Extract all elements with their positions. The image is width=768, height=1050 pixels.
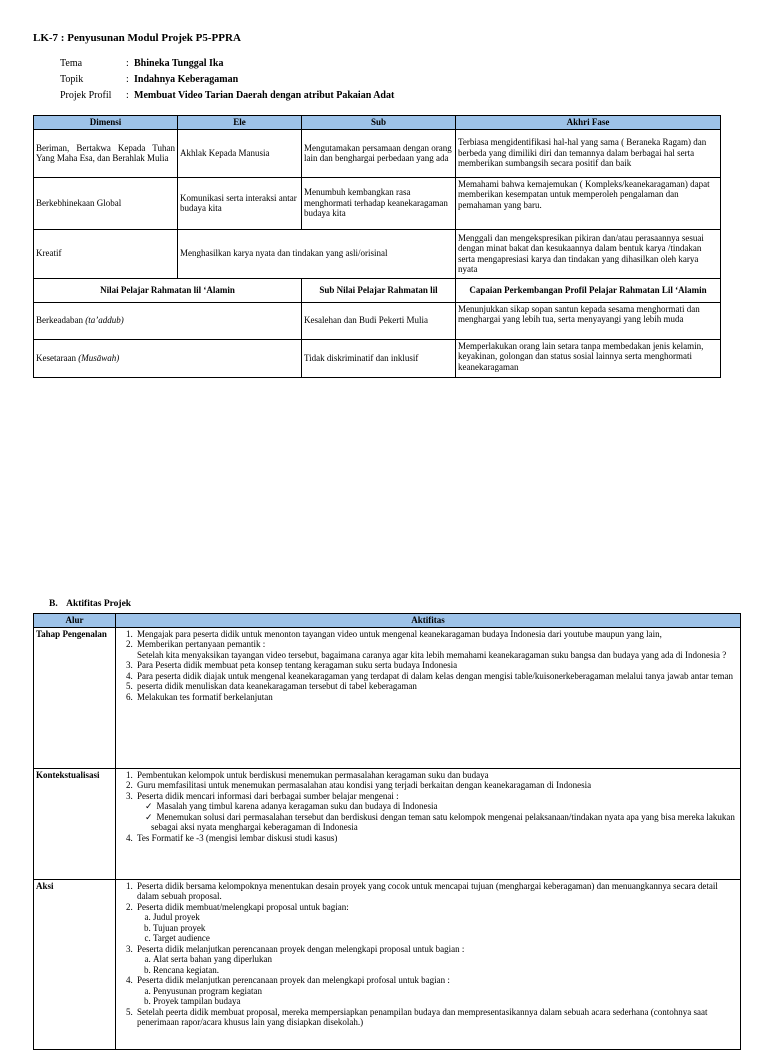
cell-akhir-fase: Menggali dan mengekspresikan pikiran dan/atau perasaannya sesuai dengan minat bakat dan kesukaannya dalam bentuk karya /tindakan serta mengapresiasi karya dan tindakan yang dihasilkan oleh karya nyata: [456, 229, 721, 278]
sub-list: [137, 954, 737, 975]
alur-label: Tahap Pengenalan: [34, 627, 116, 768]
list-item: 4. Para peserta didik diajak untuk mengenal keanekaragaman yang terdapat di dalam kelas dengan mengisi table/kuisonerkeberagaman melalui tanya jawab antar teman: [135, 671, 737, 682]
meta-value: Bhineka Tunggal Ika: [134, 58, 224, 69]
sub-item: b. Proyek tampilan budaya: [153, 996, 737, 1007]
header-dimensi: Dimensi: [34, 116, 178, 130]
nilai-italic: (Musāwah): [78, 352, 120, 363]
activity-list: [119, 770, 737, 844]
header-elemen: Ele: [178, 116, 302, 130]
cell-akhir-fase: Memahami bahwa kemajemukan ( Kompleks/keanekaragaman) dapat memberikan kesempatan untuk memperoleh pengalaman dan pemahaman yang baru.: [456, 177, 721, 229]
check-item: ✓ Menemukan solusi dari permasalahan tersebut dan berdiskusi dengan teman satu kelompok mengenai pelaksanaan/tindakan nyata apa yang bisa mereka lakukan: [145, 812, 737, 823]
alur-label: Kontekstualisasi: [34, 768, 116, 879]
table-header-row: [34, 614, 741, 628]
sub-item: b. Tujuan proyek: [153, 923, 737, 934]
nilai-text: Kesetaraan: [36, 352, 76, 363]
sub-item: b. Rencana kegiatan.: [153, 965, 737, 976]
meta-value: Membuat Video Tarian Daerah dengan atribut Pakaian Adat: [134, 90, 395, 101]
header-aktifitas: Aktifitas: [116, 614, 741, 628]
subheader-sub-nilai: Sub Nilai Pelajar Rahmatan lil: [302, 278, 456, 302]
activity-row-pengenalan: [34, 627, 741, 768]
meta-label: Topik: [60, 74, 84, 85]
header-alur: Alur: [34, 614, 116, 628]
list-item: 1. Peserta didik bersama kelompoknya menentukan desain proyek yang cocok untuk mencapai tujuan (menghargai keberagaman) dan menuangkannya secara detail dalam sebuah proposal.: [135, 881, 737, 902]
item-text: Memberikan pertanyaan pemantik :: [137, 639, 266, 649]
list-item: 6. Melakukan tes formatif berkelanjutan: [135, 692, 737, 703]
list-item: [135, 944, 737, 976]
list-item: [135, 639, 737, 660]
meta-row-topik: [60, 72, 394, 88]
sub-item: c. Target audience: [153, 933, 737, 944]
cell-dimensi: Berkebhinekaan Global: [34, 177, 178, 229]
table-row: [34, 229, 721, 278]
item-text: Peserta didik membuat/melengkapi proposal untuk bagian:: [137, 901, 349, 912]
section-title: Aktifitas Projek: [66, 599, 132, 609]
activity-table: [33, 613, 741, 1050]
cell-elemen: Komunikasi serta interaksi antar budaya kita: [178, 177, 302, 229]
activity-row-kontekstualisasi: [34, 768, 741, 879]
item-text: Peserta didik mencari informasi dari berbagai sumber belajar mengenai :: [137, 790, 399, 801]
nilai-text: Berkeadaban: [36, 315, 83, 326]
list-item: [135, 975, 737, 1007]
nilai-italic: (ta’addub): [85, 315, 124, 326]
list-item: 5. Setelah peerta didik membuat proposal, mereka mempersiapkan penampilan budaya dan mempresentasikannya dalam sebuah acara sederhana (contohnya saat penerimaan rapor/acara khusus lain yang disiapkan disekolah.): [135, 1007, 737, 1028]
list-item: 1. Mengajak para peserta didik untuk menonton tayangan video untuk mengenal keanekaragaman budaya Indonesia dari youtube maupun yang lain,: [135, 629, 737, 640]
list-item: [135, 902, 737, 944]
activity-list: [119, 629, 737, 703]
cell-sub-nilai: Tidak diskriminatif dan inklusif: [302, 339, 456, 377]
cell-dimensi: Kreatif: [34, 229, 178, 278]
list-item: 5. peserta didik menuliskan data keanekaragaman tersebut di tabel keberagaman: [135, 681, 737, 692]
cell-nilai: [34, 302, 302, 339]
check-item: ✓ Masalah yang timbul karena adanya keragaman suku dan budaya di Indonesia: [145, 801, 737, 812]
cell-elemen-merged: Menghasilkan karya nyata dan tindakan yang asli/orisinal: [178, 229, 456, 278]
sub-item: a. Penyusunan program kegiatan: [153, 986, 737, 997]
list-item: [135, 791, 737, 833]
cell-capaian: Menunjukkan sikap sopan santun kepada sesama menghormati dan menghargai yang lebih tua, serta menyayangi yang lebih muda: [456, 302, 721, 339]
list-item: 1. Pembentukan kelompok untuk berdiskusi menemukan permasalahan keragaman suku dan budaya: [135, 770, 737, 781]
table-row: [34, 339, 721, 377]
check-list: [137, 801, 737, 822]
item-text: Peserta didik melanjutkan perencanaan proyek dan melengkapi profosal untuk bagian :: [137, 975, 450, 985]
table-row: [34, 129, 721, 177]
cell-elemen: Akhlak Kepada Manusia: [178, 129, 302, 177]
sub-list: [137, 912, 737, 944]
header-sub-elemen: Sub: [302, 116, 456, 130]
alur-label: Aksi: [34, 879, 116, 1049]
meta-colon: :: [126, 74, 129, 85]
meta-colon: :: [126, 58, 129, 69]
item-continuation: Setelah kita menyaksikan tayangan video tersebut, bagaimana caranya agar kita lebih memahami keanekaragaman suku bangsa dan budaya yang ada di Indonesia ?: [137, 649, 727, 660]
subheader-nilai: Nilai Pelajar Rahmatan lil ‘Alamin: [34, 278, 302, 302]
sub-list: [137, 986, 737, 1007]
meta-row-tema: [60, 56, 394, 72]
section-letter: B.: [49, 599, 58, 609]
activity-cell: [116, 768, 741, 879]
sub-item: a. Judul proyek: [153, 912, 737, 923]
cell-sub-nilai: Kesalehan dan Budi Pekerti Mulia: [302, 302, 456, 339]
activity-cell: [116, 627, 741, 768]
profile-dimension-table: [33, 115, 721, 378]
subheader-capaian: Capaian Perkembangan Profil Pelajar Rahmatan Lil ‘Alamin: [456, 278, 721, 302]
table-header-row: [34, 116, 721, 130]
cell-dimensi: Beriman, Bertakwa Kepada Tuhan Yang Maha Esa, dan Berahlak Mulia: [34, 129, 178, 177]
meta-value: Indahnya Keberagaman: [134, 74, 239, 85]
meta-label: Tema: [60, 58, 83, 69]
header-akhir-fase: Akhri Fase: [456, 116, 721, 130]
activity-list: [119, 881, 737, 1028]
sub-item: a. Alat serta bahan yang diperlukan: [153, 954, 737, 965]
check-continuation: sebagai aksi nyata menghargai keberagaman di Indonesia: [151, 822, 358, 832]
table-row: [34, 302, 721, 339]
meta-row-projek-profil: [60, 88, 394, 104]
list-item: 4. Tes Formatif ke -3 (mengisi lembar diskusi studi kasus): [135, 833, 737, 844]
item-text: Peserta didik melanjutkan perencanaan proyek dengan melengkapi proposal untuk bagian :: [137, 943, 465, 954]
table-row: [34, 177, 721, 229]
cell-sub-elemen: Menumbuh kembangkan rasa menghormati terhadap keanekaragaman budaya kita: [302, 177, 456, 229]
cell-nilai: [34, 339, 302, 377]
meta-colon: :: [126, 90, 129, 101]
section-b-heading: [49, 599, 131, 609]
cell-capaian: Memperlakukan orang lain setara tanpa membedakan jenis kelamin, keyakinan, golongan dan status sosial lainnya serta menghormati keanekaragaman: [456, 339, 721, 377]
project-meta: [60, 56, 394, 104]
list-item: 3. Para Peserta didik membuat peta konsep tentang keragaman suku serta budaya Indonesia: [135, 660, 737, 671]
table-subheader-row: [34, 278, 721, 302]
page-title: LK-7 : Penyusunan Modul Projek P5-PPRA: [33, 32, 241, 44]
meta-label: Projek Profil: [60, 90, 112, 101]
cell-sub-elemen: Mengutamakan persamaan dengan orang lain dan benghargai perbedaan yang ada: [302, 129, 456, 177]
list-item: 2. Guru memfasilitasi untuk menemukan permasalahan atau kondisi yang terjadi berkaitan dengan keanekaragaman di Indonesia: [135, 780, 737, 791]
cell-akhir-fase: Terbiasa mengidentifikasi hal-hal yang sama ( Beraneka Ragam) dan berbeda yang dimiliki diri dan temannya dalam berbagai hal serta memberikan sumbangsih secara positif dan baik: [456, 129, 721, 177]
